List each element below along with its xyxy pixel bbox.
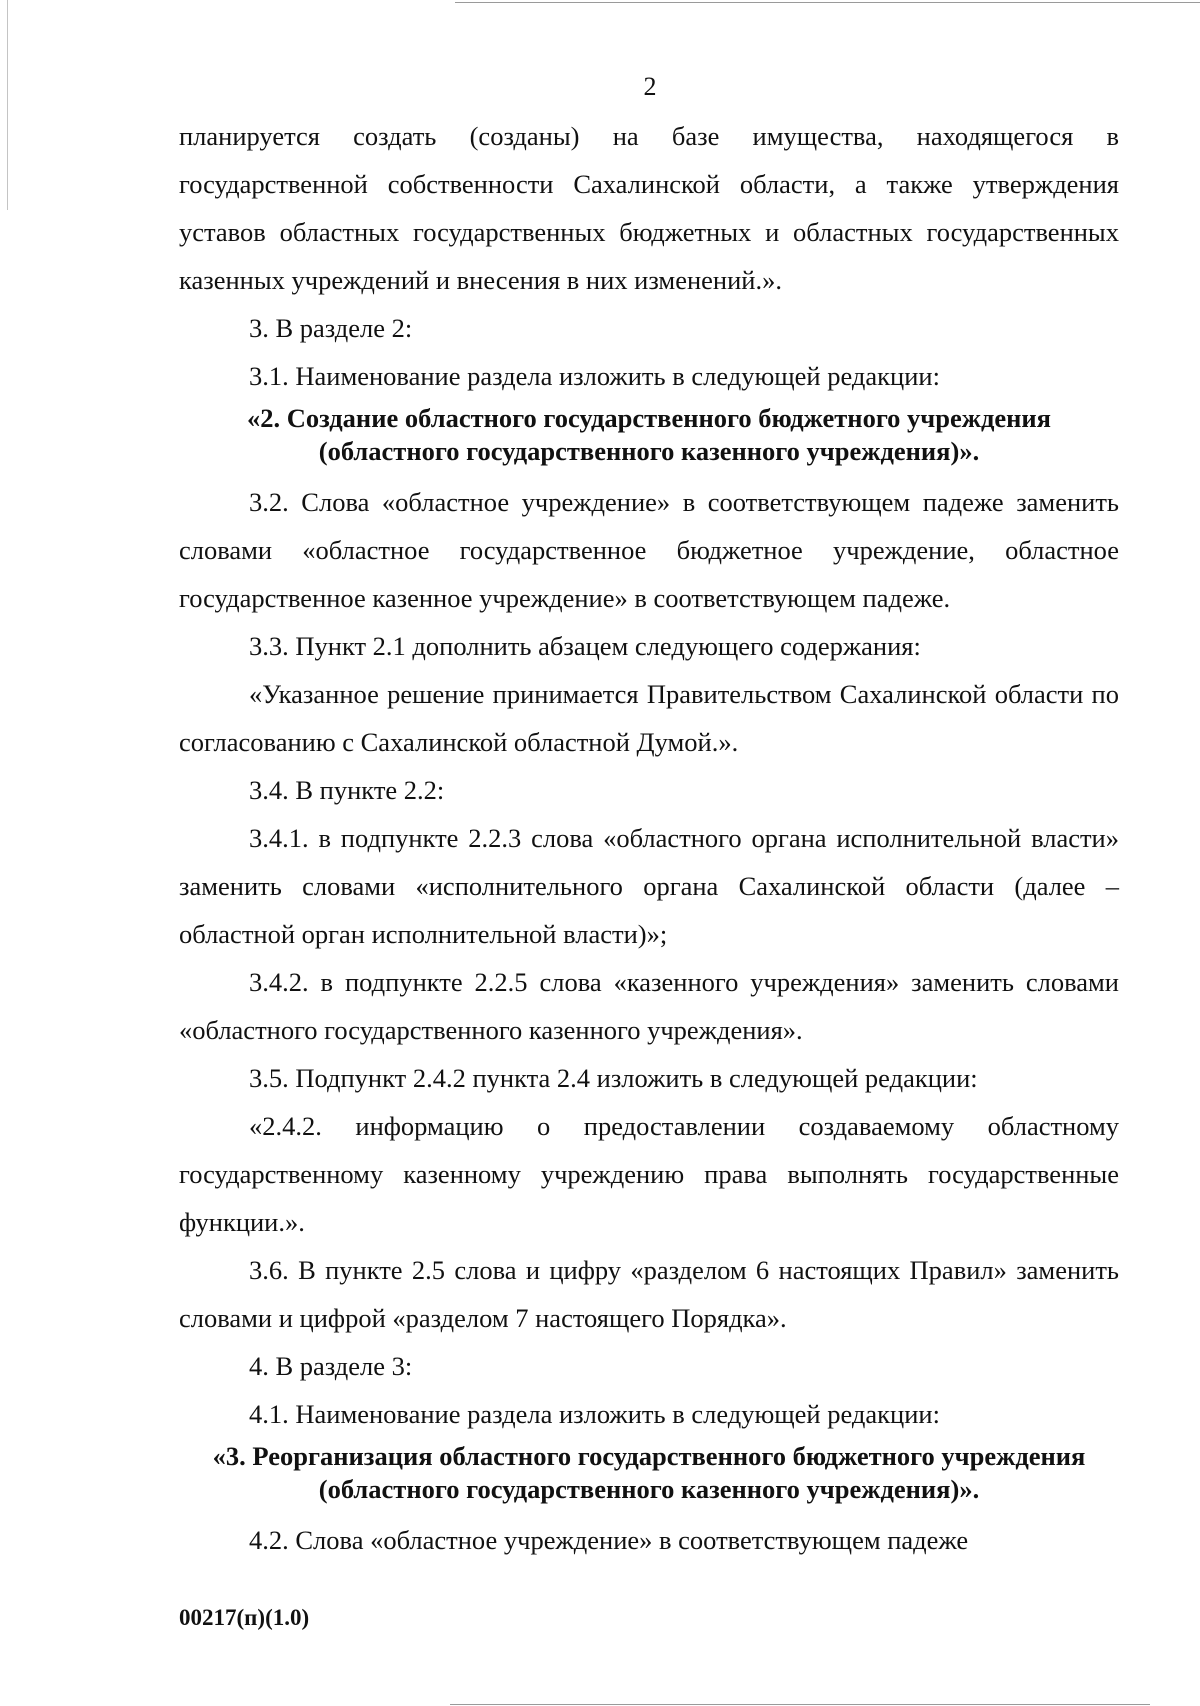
section-2-heading-line-2: (областного государственного казенного учреждения)». (318, 436, 980, 466)
paragraph-3-4-1: 3.4.1. в подпункте 2.2.3 слова «областного органа исполнительной власти» заменить словами «исполнительного органа Сахалинской области (далее – областной орган исполнительной власти)»; (179, 823, 1119, 949)
section-2-heading (179, 400, 1119, 478)
paragraph-3-1: 3.1. Наименование раздела изложить в следующей редакции: (249, 361, 940, 391)
paragraph-3-2: 3.2. Слова «областное учреждение» в соответствующем падеже заменить словами «областное государственное бюджетное учреждение, областное государственное казенное учреждение» в соответствующем падеже. (179, 487, 1119, 613)
paragraph-3-5: 3.5. Подпункт 2.4.2 пункта 2.4 изложить в следующей редакции: (249, 1063, 978, 1093)
paragraph-4-2: 4.2. Слова «областное учреждение» в соответствующем падеже (249, 1525, 969, 1555)
paragraph-3-4-2: 3.4.2. в подпункте 2.2.5 слова «казенного учреждения» заменить словами «областного государственного казенного учреждения». (179, 967, 1119, 1045)
section-3-heading-line-1: «3. Реорганизация областного государственного бюджетного учреждения (212, 1441, 1086, 1471)
section-2-heading-line-1: «2. Создание областного государственного бюджетного учреждения (246, 403, 1052, 433)
scan-edge-left (7, 0, 8, 210)
paragraph-section-4: 4. В разделе 3: (249, 1351, 413, 1381)
paragraph-quote-decision: «Указанное решение принимается Правительством Сахалинской области по согласованию с Сахалинской областной Думой.». (179, 679, 1119, 757)
paragraph-3-4: 3.4. В пункте 2.2: (249, 775, 445, 805)
page-number: 2 (643, 72, 657, 101)
paragraph-section-3: 3. В разделе 2: (249, 313, 413, 343)
scan-edge-bottom (450, 1704, 1150, 1705)
paragraph-3-3: 3.3. Пункт 2.1 дополнить абзацем следующего содержания: (249, 631, 921, 661)
document-body (179, 112, 1119, 1564)
section-3-heading (179, 1438, 1119, 1516)
section-3-heading-line-2: (областного государственного казенного учреждения)». (318, 1474, 980, 1504)
document-code: 00217(п)(1.0) (179, 1605, 310, 1630)
scan-edge-top (455, 2, 1200, 3)
paragraph-4-1: 4.1. Наименование раздела изложить в следующей редакции: (249, 1399, 940, 1429)
paragraph-3-6: 3.6. В пункте 2.5 слова и цифру «разделом 6 настоящих Правил» заменить словами и цифрой «разделом 7 настоящего Порядка». (179, 1255, 1119, 1333)
paragraph-continuation: планируется создать (созданы) на базе имущества, находящегося в государственной собственности Сахалинской области, а также утверждения уставов областных государственных бюджетных и областных государственных казенных учреждений и внесения в них изменений.». (179, 121, 1119, 295)
paragraph-quote-2-4-2: «2.4.2. информацию о предоставлении создаваемому областному государственному казенному учреждению права выполнять государственные функции.». (179, 1111, 1119, 1237)
